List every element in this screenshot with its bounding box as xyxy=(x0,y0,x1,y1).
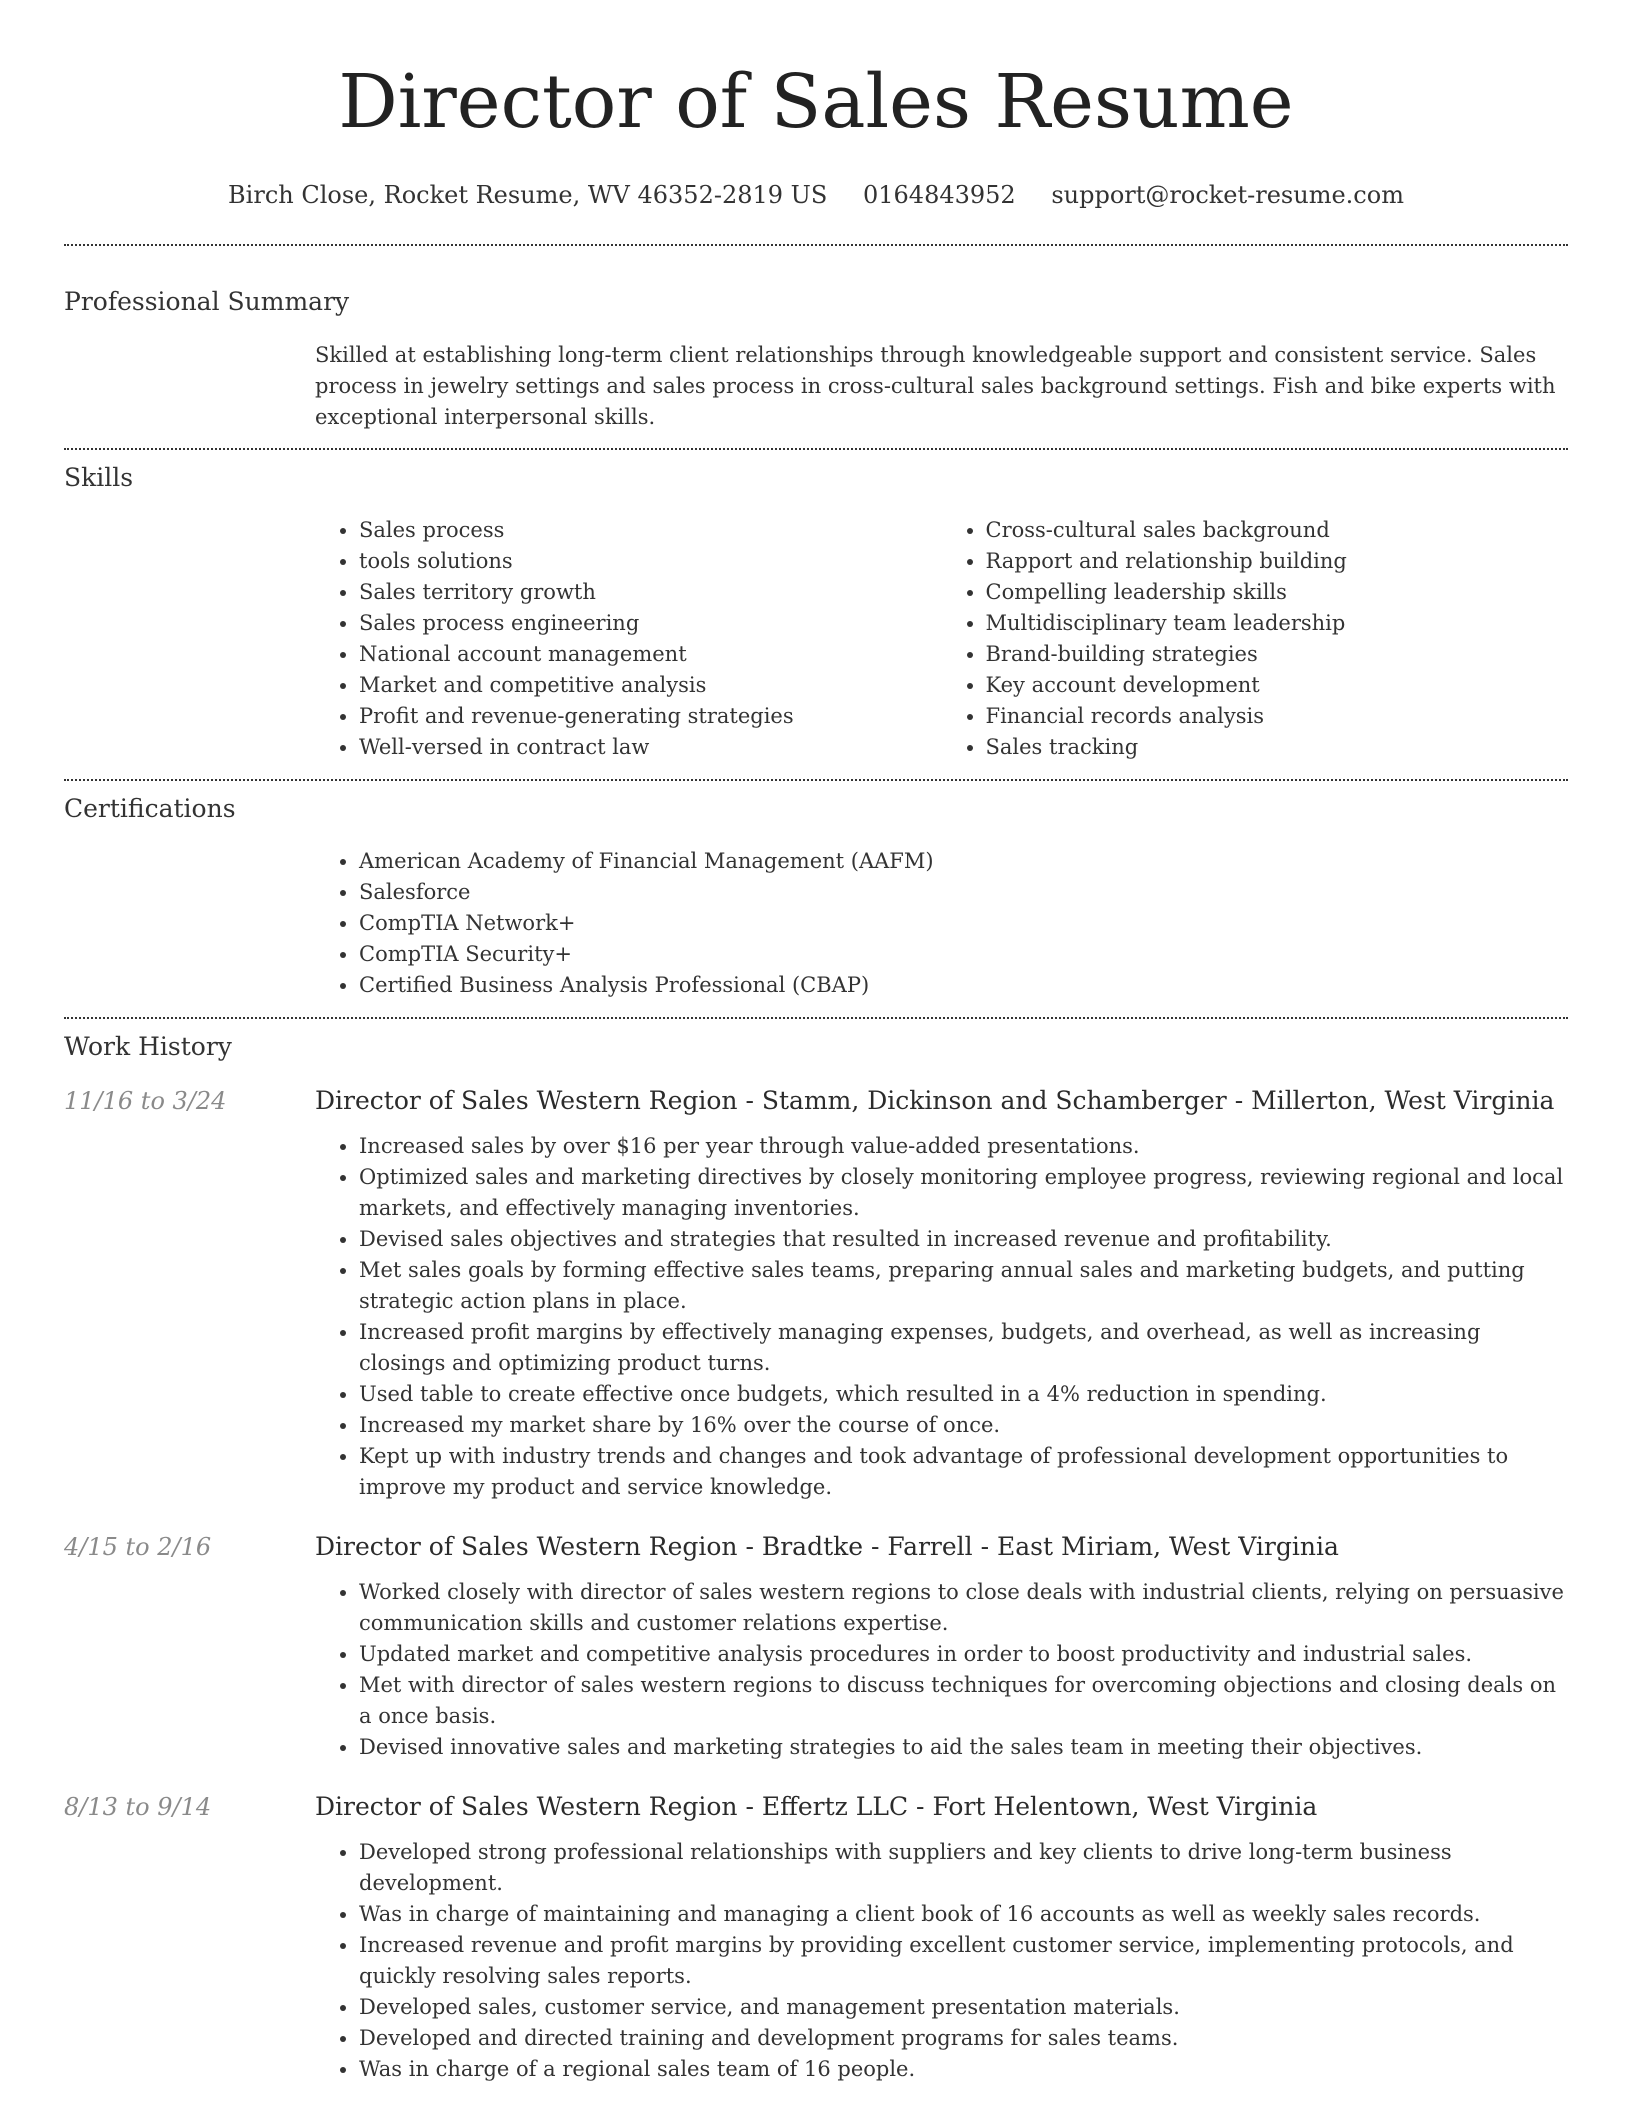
divider xyxy=(64,1017,1568,1019)
skill-item: • Sales territory growth xyxy=(359,577,942,608)
job-bullet: • Developed strong professional relationships with suppliers and key clients to drive long-term business development. xyxy=(359,1837,1568,1899)
job-title: Director of Sales Western Region - Effertz LLC - Fort Helentown, West Virginia xyxy=(315,1792,1318,1821)
skill-item: • National account management xyxy=(359,639,942,670)
job-title: Director of Sales Western Region - Bradtke - Farrell - East Miriam, West Virginia xyxy=(315,1532,1339,1561)
job-bullet: • Was in charge of maintaining and managing a client book of 16 accounts as well as weekly sales records. xyxy=(359,1899,1568,1930)
certifications-section xyxy=(64,793,1568,1001)
skill-item: • Multidisciplinary team leadership xyxy=(986,608,1569,639)
certifications-content xyxy=(315,846,1568,1001)
contact-line xyxy=(0,180,1632,210)
job-bullet: • Developed and directed training and development programs for sales teams. xyxy=(359,2023,1568,2054)
skill-item: • Sales process xyxy=(359,515,942,546)
skills-section xyxy=(64,462,1568,763)
resume-header xyxy=(0,0,1632,210)
job-bullet: • Was in charge of a regional sales team of 16 people. xyxy=(359,2054,1568,2085)
certifications-heading: Certifications xyxy=(64,794,236,823)
job-body xyxy=(315,1085,1568,1503)
job-bullet: • Optimized sales and marketing directives by closely monitoring employee progress, reviewing regional and local markets, and effectively managing inventories. xyxy=(359,1162,1568,1224)
job-bullet: • Increased revenue and profit margins by providing excellent customer service, implementing protocols, and quickly resolving sales reports. xyxy=(359,1930,1568,1992)
skill-item: • tools solutions xyxy=(359,546,942,577)
summary-section xyxy=(64,286,1568,433)
job-entry xyxy=(64,1085,1568,1503)
work-section xyxy=(64,1031,1568,2085)
summary-heading: Professional Summary xyxy=(64,287,350,316)
job-title: Director of Sales Western Region - Stamm, Dickinson and Schamberger - Millerton, West Virginia xyxy=(315,1086,1555,1115)
divider xyxy=(64,244,1568,246)
summary-content xyxy=(315,340,1568,433)
certification-item: • Salesforce xyxy=(359,877,1568,908)
summary-text: Skilled at establishing long-term client relationships through knowledgeable support and consistent service. Sales process in jewelry settings and sales process in cross-cultural sales background settings. Fish and bike experts with exceptional interpersonal skills. xyxy=(315,343,1556,429)
skill-item: • Sales tracking xyxy=(986,732,1569,763)
skills-content xyxy=(315,515,1568,763)
resume-title: Director of Sales Resume xyxy=(338,59,1294,145)
skills-left-list xyxy=(315,515,942,763)
job-dates: 8/13 to 9/14 xyxy=(64,1793,212,1821)
job-entry xyxy=(64,1791,1568,2085)
job-bullets xyxy=(315,1837,1568,2085)
job-bullet: • Met with director of sales western regions to discuss techniques for overcoming objections and closing deals on a once basis. xyxy=(359,1670,1568,1732)
job-dates: 11/16 to 3/24 xyxy=(64,1087,227,1115)
contact-phone: 0164843952 xyxy=(862,181,1016,209)
certification-item: • American Academy of Financial Management (AAFM) xyxy=(359,846,1568,877)
job-bullet: • Met sales goals by forming effective sales teams, preparing annual sales and marketing budgets, and putting strategic action plans in place. xyxy=(359,1255,1568,1317)
job-bullet: • Developed sales, customer service, and management presentation materials. xyxy=(359,1992,1568,2023)
job-bullets xyxy=(315,1577,1568,1763)
work-jobs xyxy=(64,1085,1568,2085)
divider xyxy=(64,779,1568,781)
job-bullets xyxy=(315,1131,1568,1503)
work-heading: Work History xyxy=(64,1032,232,1061)
skill-item: • Cross-cultural sales background xyxy=(986,515,1569,546)
skill-item: • Market and competitive analysis xyxy=(359,670,942,701)
contact-address: Birch Close, Rocket Resume, WV 46352-2819 US xyxy=(228,181,828,209)
job-body xyxy=(315,1791,1568,2085)
job-bullet: • Worked closely with director of sales western regions to close deals with industrial clients, relying on persuasive communication skills and customer relations expertise. xyxy=(359,1577,1568,1639)
job-body xyxy=(315,1531,1568,1763)
job-bullet: • Used table to create effective once budgets, which resulted in a 4% reduction in spending. xyxy=(359,1379,1568,1410)
skills-heading: Skills xyxy=(64,463,134,492)
job-bullet: • Devised sales objectives and strategies that resulted in increased revenue and profitability. xyxy=(359,1224,1568,1255)
job-bullet: • Devised innovative sales and marketing strategies to aid the sales team in meeting their objectives. xyxy=(359,1732,1568,1763)
certifications-list xyxy=(315,846,1568,1001)
skills-right-list xyxy=(942,515,1569,763)
divider xyxy=(64,448,1568,450)
skill-item: • Compelling leadership skills xyxy=(986,577,1569,608)
job-bullet: • Increased profit margins by effectively managing expenses, budgets, and overhead, as well as increasing closings and optimizing product turns. xyxy=(359,1317,1568,1379)
certification-item: • CompTIA Network+ xyxy=(359,908,1568,939)
contact-email: support@rocket-resume.com xyxy=(1051,181,1404,209)
skill-item: • Sales process engineering xyxy=(359,608,942,639)
certification-item: • CompTIA Security+ xyxy=(359,939,1568,970)
skills-grid xyxy=(315,515,1568,763)
certification-item: • Certified Business Analysis Professional (CBAP) xyxy=(359,970,1568,1001)
skill-item: • Key account development xyxy=(986,670,1569,701)
job-dates: 4/15 to 2/16 xyxy=(64,1533,212,1561)
job-bullet: • Increased my market share by 16% over the course of once. xyxy=(359,1410,1568,1441)
job-bullet: • Updated market and competitive analysis procedures in order to boost productivity and industrial sales. xyxy=(359,1639,1568,1670)
skill-item: • Brand-building strategies xyxy=(986,639,1569,670)
skill-item: • Rapport and relationship building xyxy=(986,546,1569,577)
job-entry xyxy=(64,1531,1568,1763)
job-bullet: • Increased sales by over $16 per year through value-added presentations. xyxy=(359,1131,1568,1162)
skill-item: • Well-versed in contract law xyxy=(359,732,942,763)
job-bullet: • Kept up with industry trends and changes and took advantage of professional development opportunities to improve my product and service knowledge. xyxy=(359,1441,1568,1503)
skill-item: • Financial records analysis xyxy=(986,701,1569,732)
skill-item: • Profit and revenue-generating strategies xyxy=(359,701,942,732)
